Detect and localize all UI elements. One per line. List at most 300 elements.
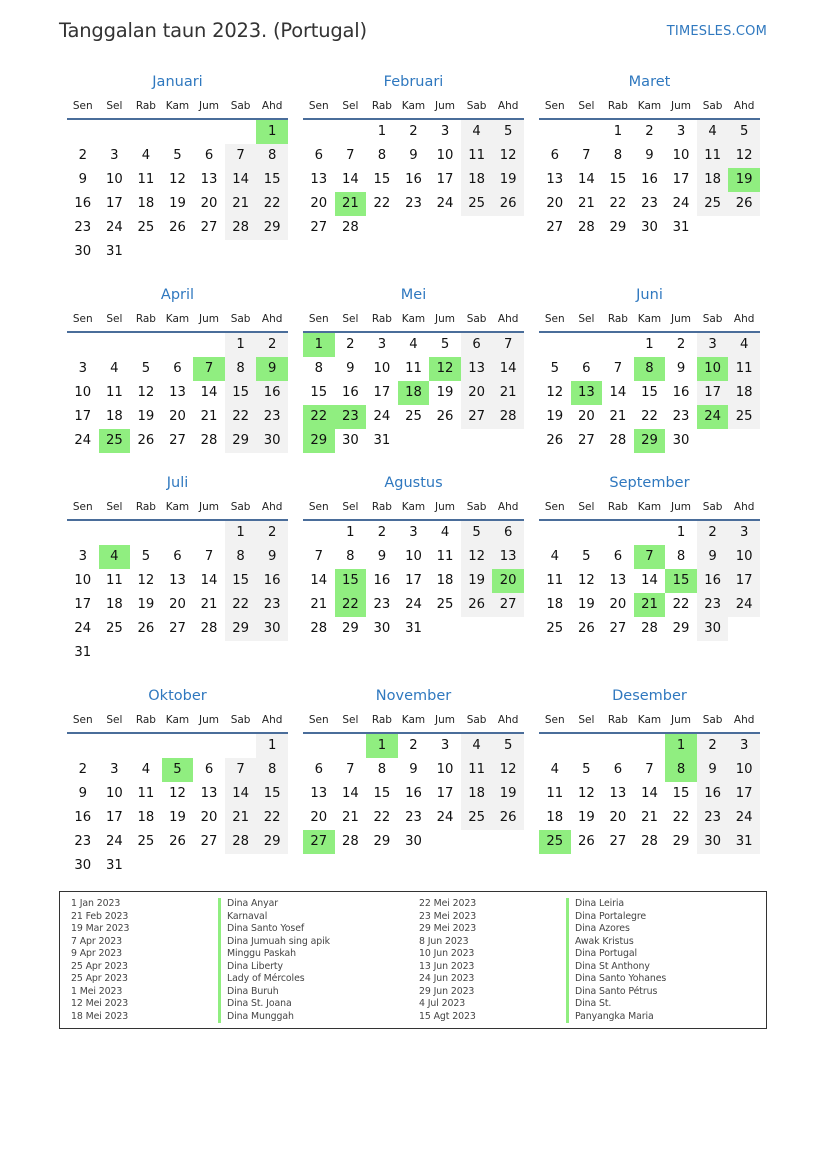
day-cell[interactable]: 20	[577, 409, 595, 424]
day-cell[interactable]: 5	[173, 148, 182, 163]
day-cell[interactable]: 10	[105, 786, 123, 801]
day-cell[interactable]: 19	[546, 409, 564, 424]
day-cell[interactable]: 17	[105, 196, 123, 211]
day-cell[interactable]: 19	[461, 569, 493, 593]
day-cell[interactable]: 30	[74, 244, 92, 259]
day-cell[interactable]: 10	[373, 361, 391, 376]
day-cell[interactable]: 23	[256, 405, 288, 429]
day-cell[interactable]: 10	[105, 172, 123, 187]
day-cell[interactable]: 18	[436, 573, 454, 588]
day-cell[interactable]: 28	[341, 220, 359, 235]
day-cell[interactable]: 3	[409, 525, 418, 540]
day-cell[interactable]: 15	[225, 569, 257, 593]
day-cell[interactable]: 6	[492, 521, 524, 545]
day-cell[interactable]: 11	[461, 758, 493, 782]
day-cell[interactable]: 4	[110, 361, 119, 376]
day-cell[interactable]: 26	[169, 220, 186, 235]
day-cell[interactable]: 10	[728, 758, 760, 782]
day-cell[interactable]: 29	[341, 621, 359, 636]
day-cell[interactable]: 27	[169, 433, 186, 448]
day-cell[interactable]: 10	[672, 148, 690, 163]
day-cell[interactable]: 23	[405, 196, 422, 211]
day-cell[interactable]: 31	[373, 433, 391, 448]
day-cell[interactable]: 22	[225, 405, 257, 429]
day-cell[interactable]: 24	[105, 220, 123, 235]
day-cell[interactable]: 6	[314, 148, 323, 163]
day-cell[interactable]: 6	[173, 361, 182, 376]
holiday-day-cell[interactable]: 21	[335, 192, 367, 216]
day-cell[interactable]: 1	[377, 124, 387, 139]
day-cell[interactable]: 24	[405, 597, 422, 612]
day-cell[interactable]: 9	[697, 758, 729, 782]
day-cell[interactable]: 2	[256, 521, 288, 545]
day-cell[interactable]: 14	[577, 172, 595, 187]
holiday-day-cell[interactable]: 7	[193, 357, 225, 381]
day-cell[interactable]: 25	[697, 192, 729, 216]
day-cell[interactable]: 16	[641, 172, 658, 187]
day-cell[interactable]: 15	[672, 786, 690, 801]
day-cell[interactable]: 24	[74, 433, 92, 448]
day-cell[interactable]: 25	[436, 597, 454, 612]
day-cell[interactable]: 13	[461, 357, 493, 381]
day-cell[interactable]: 13	[169, 385, 186, 400]
day-cell[interactable]: 24	[74, 621, 92, 636]
day-cell[interactable]: 4	[440, 525, 450, 540]
day-cell[interactable]: 11	[546, 786, 564, 801]
day-cell[interactable]: 25	[137, 834, 155, 849]
day-cell[interactable]: 19	[492, 782, 524, 806]
day-cell[interactable]: 19	[577, 810, 595, 825]
day-cell[interactable]: 21	[310, 597, 328, 612]
day-cell[interactable]: 13	[609, 786, 627, 801]
holiday-day-cell[interactable]: 8	[665, 758, 697, 782]
day-cell[interactable]: 30	[373, 621, 391, 636]
day-cell[interactable]: 26	[728, 192, 760, 216]
day-cell[interactable]: 2	[676, 337, 686, 352]
day-cell[interactable]: 27	[609, 621, 627, 636]
day-cell[interactable]: 26	[461, 593, 493, 617]
day-cell[interactable]: 30	[74, 858, 92, 873]
day-cell[interactable]: 12	[461, 545, 493, 569]
day-cell[interactable]: 11	[728, 357, 760, 381]
day-cell[interactable]: 28	[341, 834, 359, 849]
day-cell[interactable]: 28	[641, 621, 658, 636]
day-cell[interactable]: 31	[74, 645, 92, 660]
day-cell[interactable]: 19	[492, 168, 524, 192]
day-cell[interactable]: 14	[641, 786, 658, 801]
day-cell[interactable]: 4	[697, 120, 729, 144]
day-cell[interactable]: 19	[169, 196, 186, 211]
day-cell[interactable]: 21	[225, 806, 257, 830]
day-cell[interactable]: 4	[550, 762, 559, 777]
day-cell[interactable]: 31	[672, 220, 690, 235]
day-cell[interactable]: 28	[225, 216, 257, 240]
holiday-day-cell[interactable]: 18	[398, 381, 430, 405]
day-cell[interactable]: 2	[697, 734, 729, 758]
day-cell[interactable]: 25	[461, 192, 493, 216]
day-cell[interactable]: 10	[74, 385, 92, 400]
day-cell[interactable]: 2	[409, 124, 418, 139]
day-cell[interactable]: 18	[546, 810, 564, 825]
day-cell[interactable]: 16	[405, 172, 422, 187]
day-cell[interactable]: 24	[373, 409, 391, 424]
day-cell[interactable]: 29	[609, 220, 627, 235]
brand-link[interactable]: TIMESLES.COM	[666, 24, 767, 39]
day-cell[interactable]: 23	[256, 593, 288, 617]
day-cell[interactable]: 29	[672, 834, 690, 849]
day-cell[interactable]: 11	[105, 385, 123, 400]
day-cell[interactable]: 16	[697, 569, 729, 593]
day-cell[interactable]: 4	[461, 120, 493, 144]
day-cell[interactable]: 11	[546, 573, 564, 588]
day-cell[interactable]: 9	[78, 786, 87, 801]
day-cell[interactable]: 13	[609, 573, 627, 588]
day-cell[interactable]: 1	[346, 525, 355, 540]
day-cell[interactable]: 16	[373, 573, 391, 588]
day-cell[interactable]: 16	[697, 782, 729, 806]
day-cell[interactable]: 22	[373, 196, 391, 211]
day-cell[interactable]: 9	[377, 549, 387, 564]
day-cell[interactable]: 17	[728, 569, 760, 593]
day-cell[interactable]: 17	[436, 172, 454, 187]
day-cell[interactable]: 29	[256, 830, 288, 854]
day-cell[interactable]: 21	[641, 810, 658, 825]
holiday-day-cell[interactable]: 1	[366, 734, 398, 758]
day-cell[interactable]: 8	[346, 549, 355, 564]
day-cell[interactable]: 22	[256, 806, 288, 830]
day-cell[interactable]: 26	[137, 621, 155, 636]
holiday-day-cell[interactable]: 15	[335, 569, 367, 593]
day-cell[interactable]: 11	[105, 573, 123, 588]
day-cell[interactable]: 4	[141, 762, 151, 777]
day-cell[interactable]: 9	[346, 361, 355, 376]
holiday-day-cell[interactable]: 1	[303, 333, 335, 357]
day-cell[interactable]: 3	[377, 337, 387, 352]
holiday-day-cell[interactable]: 25	[539, 830, 571, 854]
holiday-day-cell[interactable]: 21	[634, 593, 666, 617]
day-cell[interactable]: 19	[169, 810, 186, 825]
day-cell[interactable]: 23	[74, 220, 92, 235]
day-cell[interactable]: 26	[436, 409, 454, 424]
day-cell[interactable]: 5	[461, 521, 493, 545]
day-cell[interactable]: 28	[225, 830, 257, 854]
holiday-day-cell[interactable]: 13	[571, 381, 603, 405]
day-cell[interactable]: 1	[645, 337, 654, 352]
day-cell[interactable]: 3	[440, 738, 450, 753]
day-cell[interactable]: 25	[546, 621, 564, 636]
day-cell[interactable]: 21	[225, 192, 257, 216]
day-cell[interactable]: 7	[492, 333, 524, 357]
day-cell[interactable]: 22	[373, 810, 391, 825]
day-cell[interactable]: 18	[105, 409, 123, 424]
day-cell[interactable]: 3	[110, 148, 119, 163]
holiday-day-cell[interactable]: 29	[303, 429, 335, 453]
day-cell[interactable]: 7	[582, 148, 591, 163]
day-cell[interactable]: 13	[169, 573, 186, 588]
day-cell[interactable]: 13	[200, 786, 218, 801]
day-cell[interactable]: 27	[492, 593, 524, 617]
day-cell[interactable]: 21	[200, 409, 218, 424]
day-cell[interactable]: 29	[672, 621, 690, 636]
day-cell[interactable]: 5	[492, 734, 524, 758]
day-cell[interactable]: 24	[728, 806, 760, 830]
day-cell[interactable]: 2	[78, 148, 87, 163]
day-cell[interactable]: 26	[169, 834, 186, 849]
day-cell[interactable]: 4	[461, 734, 493, 758]
day-cell[interactable]: 7	[645, 762, 654, 777]
day-cell[interactable]: 28	[609, 433, 627, 448]
day-cell[interactable]: 22	[256, 192, 288, 216]
day-cell[interactable]: 6	[461, 333, 493, 357]
day-cell[interactable]: 23	[672, 409, 690, 424]
day-cell[interactable]: 23	[697, 593, 729, 617]
day-cell[interactable]: 10	[436, 148, 454, 163]
day-cell[interactable]: 18	[546, 597, 564, 612]
day-cell[interactable]: 9	[645, 148, 654, 163]
day-cell[interactable]: 12	[169, 786, 186, 801]
day-cell[interactable]: 21	[609, 409, 627, 424]
day-cell[interactable]: 13	[200, 172, 218, 187]
day-cell[interactable]: 12	[137, 573, 155, 588]
day-cell[interactable]: 8	[225, 357, 257, 381]
day-cell[interactable]: 6	[204, 148, 214, 163]
day-cell[interactable]: 12	[169, 172, 186, 187]
day-cell[interactable]: 20	[461, 381, 493, 405]
day-cell[interactable]: 19	[436, 385, 454, 400]
day-cell[interactable]: 20	[310, 196, 328, 211]
day-cell[interactable]: 12	[577, 573, 595, 588]
day-cell[interactable]: 17	[74, 597, 92, 612]
day-cell[interactable]: 12	[492, 144, 524, 168]
day-cell[interactable]: 30	[672, 433, 690, 448]
day-cell[interactable]: 15	[641, 385, 658, 400]
day-cell[interactable]: 4	[550, 549, 559, 564]
day-cell[interactable]: 17	[74, 409, 92, 424]
day-cell[interactable]: 27	[200, 834, 218, 849]
day-cell[interactable]: 14	[341, 786, 359, 801]
day-cell[interactable]: 17	[105, 810, 123, 825]
day-cell[interactable]: 11	[436, 549, 454, 564]
day-cell[interactable]: 7	[346, 762, 355, 777]
day-cell[interactable]: 2	[645, 124, 654, 139]
day-cell[interactable]: 17	[436, 786, 454, 801]
day-cell[interactable]: 18	[137, 196, 155, 211]
day-cell[interactable]: 13	[546, 172, 564, 187]
day-cell[interactable]: 14	[200, 385, 218, 400]
day-cell[interactable]: 5	[582, 762, 591, 777]
day-cell[interactable]: 29	[225, 429, 257, 453]
day-cell[interactable]: 6	[314, 762, 323, 777]
day-cell[interactable]: 3	[728, 521, 760, 545]
day-cell[interactable]: 5	[440, 337, 450, 352]
day-cell[interactable]: 14	[200, 573, 218, 588]
holiday-day-cell[interactable]: 22	[335, 593, 367, 617]
day-cell[interactable]: 28	[641, 834, 658, 849]
day-cell[interactable]: 8	[676, 549, 686, 564]
day-cell[interactable]: 6	[550, 148, 559, 163]
day-cell[interactable]: 1	[225, 521, 257, 545]
day-cell[interactable]: 28	[492, 405, 524, 429]
day-cell[interactable]: 20	[310, 810, 328, 825]
day-cell[interactable]: 11	[697, 144, 729, 168]
day-cell[interactable]: 3	[78, 361, 87, 376]
holiday-day-cell[interactable]: 27	[303, 830, 335, 854]
day-cell[interactable]: 21	[492, 381, 524, 405]
day-cell[interactable]: 8	[314, 361, 323, 376]
day-cell[interactable]: 14	[310, 573, 328, 588]
day-cell[interactable]: 18	[461, 782, 493, 806]
day-cell[interactable]: 16	[672, 385, 690, 400]
day-cell[interactable]: 30	[641, 220, 658, 235]
day-cell[interactable]: 14	[609, 385, 627, 400]
day-cell[interactable]: 6	[613, 762, 623, 777]
day-cell[interactable]: 4	[409, 337, 418, 352]
day-cell[interactable]: 11	[137, 172, 155, 187]
day-cell[interactable]: 28	[200, 621, 218, 636]
day-cell[interactable]: 3	[676, 124, 686, 139]
day-cell[interactable]: 5	[141, 361, 151, 376]
day-cell[interactable]: 21	[200, 597, 218, 612]
day-cell[interactable]: 11	[405, 361, 422, 376]
day-cell[interactable]: 30	[256, 429, 288, 453]
day-cell[interactable]: 7	[225, 758, 257, 782]
day-cell[interactable]: 18	[137, 810, 155, 825]
day-cell[interactable]: 21	[577, 196, 595, 211]
day-cell[interactable]: 27	[577, 433, 595, 448]
day-cell[interactable]: 2	[346, 337, 355, 352]
day-cell[interactable]: 20	[169, 597, 186, 612]
day-cell[interactable]: 18	[105, 597, 123, 612]
day-cell[interactable]: 15	[225, 381, 257, 405]
day-cell[interactable]: 9	[78, 172, 87, 187]
day-cell[interactable]: 26	[492, 192, 524, 216]
day-cell[interactable]: 22	[225, 593, 257, 617]
day-cell[interactable]: 23	[373, 597, 391, 612]
day-cell[interactable]: 23	[74, 834, 92, 849]
day-cell[interactable]: 9	[697, 545, 729, 569]
day-cell[interactable]: 7	[204, 549, 214, 564]
day-cell[interactable]: 19	[137, 409, 155, 424]
day-cell[interactable]: 31	[728, 830, 760, 854]
day-cell[interactable]: 27	[200, 220, 218, 235]
day-cell[interactable]: 25	[461, 806, 493, 830]
day-cell[interactable]: 2	[697, 521, 729, 545]
day-cell[interactable]: 14	[225, 782, 257, 806]
day-cell[interactable]: 9	[676, 361, 686, 376]
day-cell[interactable]: 8	[256, 758, 288, 782]
day-cell[interactable]: 27	[546, 220, 564, 235]
day-cell[interactable]: 24	[728, 593, 760, 617]
day-cell[interactable]: 22	[672, 597, 690, 612]
holiday-day-cell[interactable]: 19	[728, 168, 760, 192]
holiday-day-cell[interactable]: 23	[335, 405, 367, 429]
day-cell[interactable]: 23	[641, 196, 658, 211]
day-cell[interactable]: 26	[137, 433, 155, 448]
day-cell[interactable]: 14	[492, 357, 524, 381]
day-cell[interactable]: 13	[492, 545, 524, 569]
day-cell[interactable]: 1	[613, 124, 623, 139]
day-cell[interactable]: 23	[405, 810, 422, 825]
day-cell[interactable]: 10	[405, 549, 422, 564]
holiday-day-cell[interactable]: 25	[99, 429, 131, 453]
day-cell[interactable]: 23	[697, 806, 729, 830]
day-cell[interactable]: 5	[728, 120, 760, 144]
day-cell[interactable]: 17	[728, 782, 760, 806]
holiday-day-cell[interactable]: 9	[256, 357, 288, 381]
day-cell[interactable]: 6	[204, 762, 214, 777]
day-cell[interactable]: 7	[314, 549, 323, 564]
day-cell[interactable]: 8	[613, 148, 623, 163]
day-cell[interactable]: 29	[225, 617, 257, 641]
day-cell[interactable]: 26	[577, 834, 595, 849]
day-cell[interactable]: 15	[373, 172, 391, 187]
day-cell[interactable]: 3	[440, 124, 450, 139]
day-cell[interactable]: 9	[409, 762, 418, 777]
day-cell[interactable]: 6	[582, 361, 591, 376]
day-cell[interactable]: 20	[200, 810, 218, 825]
day-cell[interactable]: 14	[641, 573, 658, 588]
day-cell[interactable]: 28	[577, 220, 595, 235]
day-cell[interactable]: 9	[409, 148, 418, 163]
day-cell[interactable]: 16	[74, 810, 92, 825]
holiday-day-cell[interactable]: 7	[634, 545, 666, 569]
day-cell[interactable]: 24	[436, 196, 454, 211]
day-cell[interactable]: 27	[609, 834, 627, 849]
day-cell[interactable]: 2	[377, 525, 387, 540]
holiday-day-cell[interactable]: 4	[99, 545, 131, 569]
day-cell[interactable]: 6	[173, 549, 182, 564]
day-cell[interactable]: 30	[405, 834, 422, 849]
day-cell[interactable]: 21	[341, 810, 359, 825]
day-cell[interactable]: 15	[609, 172, 627, 187]
day-cell[interactable]: 25	[728, 405, 760, 429]
day-cell[interactable]: 4	[728, 333, 760, 357]
day-cell[interactable]: 3	[728, 734, 760, 758]
day-cell[interactable]: 26	[492, 806, 524, 830]
day-cell[interactable]: 5	[141, 549, 151, 564]
day-cell[interactable]: 2	[409, 738, 418, 753]
day-cell[interactable]: 17	[373, 385, 391, 400]
day-cell[interactable]: 25	[105, 621, 123, 636]
day-cell[interactable]: 8	[256, 144, 288, 168]
day-cell[interactable]: 16	[405, 786, 422, 801]
day-cell[interactable]: 8	[377, 148, 387, 163]
day-cell[interactable]: 1	[256, 734, 288, 758]
day-cell[interactable]: 5	[550, 361, 559, 376]
day-cell[interactable]: 31	[405, 621, 422, 636]
day-cell[interactable]: 8	[225, 545, 257, 569]
day-cell[interactable]: 24	[672, 196, 690, 211]
day-cell[interactable]: 2	[78, 762, 87, 777]
day-cell[interactable]: 11	[461, 144, 493, 168]
day-cell[interactable]: 25	[137, 220, 155, 235]
day-cell[interactable]: 7	[346, 148, 355, 163]
day-cell[interactable]: 27	[461, 405, 493, 429]
holiday-day-cell[interactable]: 10	[697, 357, 729, 381]
day-cell[interactable]: 30	[697, 830, 729, 854]
holiday-day-cell[interactable]: 5	[162, 758, 194, 782]
day-cell[interactable]: 25	[405, 409, 422, 424]
day-cell[interactable]: 24	[105, 834, 123, 849]
day-cell[interactable]: 20	[169, 409, 186, 424]
holiday-day-cell[interactable]: 29	[634, 429, 666, 453]
day-cell[interactable]: 15	[373, 786, 391, 801]
day-cell[interactable]: 18	[728, 381, 760, 405]
day-cell[interactable]: 26	[546, 433, 564, 448]
holiday-day-cell[interactable]: 8	[634, 357, 666, 381]
day-cell[interactable]: 27	[169, 621, 186, 636]
day-cell[interactable]: 1	[225, 333, 257, 357]
